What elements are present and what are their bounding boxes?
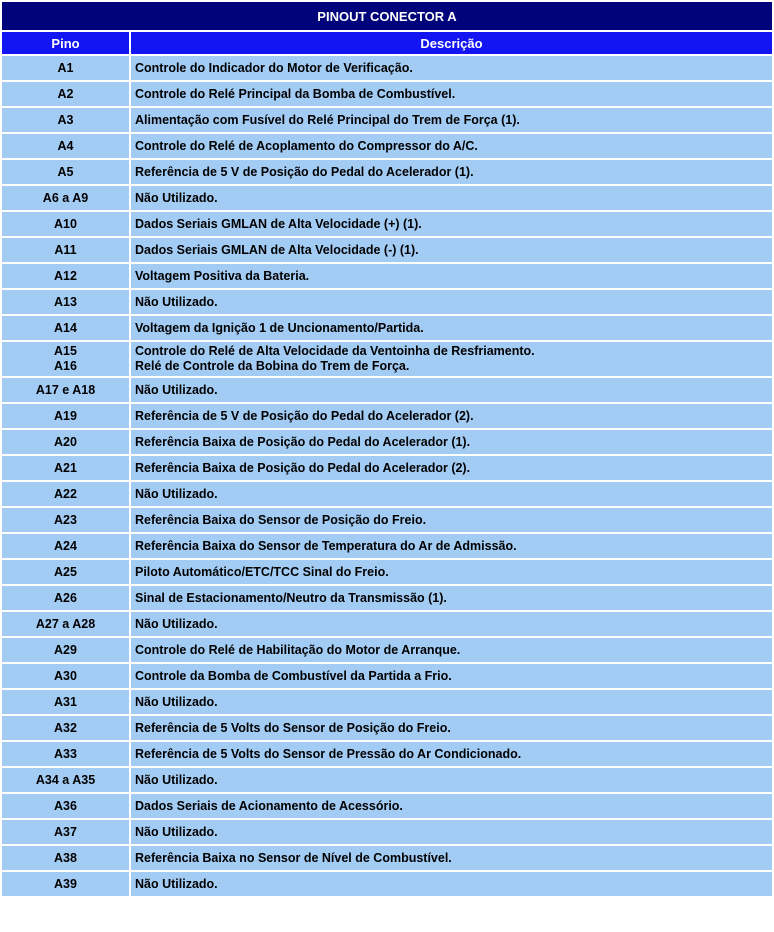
- table-row: [2, 186, 772, 210]
- description-cell: Controle do Relé de Acoplamento do Compressor do A/C.: [131, 134, 772, 158]
- table-row: [2, 690, 772, 714]
- description-cell: Referência de 5 Volts do Sensor de Pressão do Ar Condicionado.: [131, 742, 772, 766]
- description-text: Controle do Relé de Alta Velocidade da Ventoinha de Resfriamento.: [135, 344, 535, 358]
- pin-cell: A32: [2, 716, 129, 740]
- table-row: [2, 160, 772, 184]
- description-cell: Piloto Automático/ETC/TCC Sinal do Freio.: [131, 560, 772, 584]
- pin-cell: A29: [2, 638, 129, 662]
- pin-cell: A13: [2, 290, 129, 314]
- table-row: [2, 134, 772, 158]
- pin-cell: A22: [2, 482, 129, 506]
- pin-label: A15: [54, 344, 77, 358]
- description-cell: Não Utilizado.: [131, 768, 772, 792]
- pin-cell: A14: [2, 316, 129, 340]
- table-row: [2, 586, 772, 610]
- pin-cell: A38: [2, 846, 129, 870]
- pin-cell: A31: [2, 690, 129, 714]
- description-cell: Sinal de Estacionamento/Neutro da Transmissão (1).: [131, 586, 772, 610]
- description-cell: Referência Baixa no Sensor de Nível de Combustível.: [131, 846, 772, 870]
- description-cell: [131, 342, 772, 376]
- title-row: [2, 2, 772, 30]
- table-row: [2, 290, 772, 314]
- pin-cell: A17 e A18: [2, 378, 129, 402]
- description-cell: Não Utilizado.: [131, 690, 772, 714]
- pin-cell: A12: [2, 264, 129, 288]
- table-body: [2, 56, 772, 896]
- description-cell: Controle do Relé Principal da Bomba de Combustível.: [131, 82, 772, 106]
- description-cell: Não Utilizado.: [131, 482, 772, 506]
- description-cell: Não Utilizado.: [131, 290, 772, 314]
- pin-cell: A20: [2, 430, 129, 454]
- table-row: [2, 794, 772, 818]
- pin-cell: A10: [2, 212, 129, 236]
- pin-cell: A34 a A35: [2, 768, 129, 792]
- description-cell: Controle do Relé de Habilitação do Motor de Arranque.: [131, 638, 772, 662]
- table-row: [2, 456, 772, 480]
- pin-cell: A21: [2, 456, 129, 480]
- description-text: Relé de Controle da Bobina do Trem de Força.: [135, 359, 410, 373]
- table-row: [2, 342, 772, 376]
- pin-cell: [2, 342, 129, 376]
- pin-cell: A6 a A9: [2, 186, 129, 210]
- description-cell: Não Utilizado.: [131, 612, 772, 636]
- description-cell: Não Utilizado.: [131, 872, 772, 896]
- table-row: [2, 238, 772, 262]
- table-row: [2, 534, 772, 558]
- pin-cell: A1: [2, 56, 129, 80]
- table-row: [2, 846, 772, 870]
- table-row: [2, 316, 772, 340]
- pin-label: A16: [54, 359, 77, 373]
- table-row: [2, 872, 772, 896]
- pin-cell: A37: [2, 820, 129, 844]
- pin-cell: A2: [2, 82, 129, 106]
- pin-cell: A25: [2, 560, 129, 584]
- description-cell: Não Utilizado.: [131, 378, 772, 402]
- description-cell: Alimentação com Fusível do Relé Principal do Trem de Força (1).: [131, 108, 772, 132]
- table-row: [2, 56, 772, 80]
- description-cell: Referência de 5 V de Posição do Pedal do Acelerador (2).: [131, 404, 772, 428]
- table-row: [2, 742, 772, 766]
- table-row: [2, 664, 772, 688]
- description-cell: Referência de 5 Volts do Sensor de Posição do Freio.: [131, 716, 772, 740]
- description-cell: Referência Baixa de Posição do Pedal do Acelerador (2).: [131, 456, 772, 480]
- pin-cell: A24: [2, 534, 129, 558]
- table-row: [2, 212, 772, 236]
- pin-cell: A5: [2, 160, 129, 184]
- description-cell: Não Utilizado.: [131, 820, 772, 844]
- table-title: PINOUT CONECTOR A: [2, 2, 772, 30]
- description-cell: Dados Seriais GMLAN de Alta Velocidade (-) (1).: [131, 238, 772, 262]
- table-row: [2, 82, 772, 106]
- table-row: [2, 768, 772, 792]
- description-column-header: Descrição: [131, 32, 772, 54]
- pin-cell: A26: [2, 586, 129, 610]
- pin-cell: A19: [2, 404, 129, 428]
- pin-cell: A27 a A28: [2, 612, 129, 636]
- pin-cell: A4: [2, 134, 129, 158]
- description-cell: Referência Baixa de Posição do Pedal do Acelerador (1).: [131, 430, 772, 454]
- table-row: [2, 716, 772, 740]
- description-cell: Não Utilizado.: [131, 186, 772, 210]
- pin-cell: A36: [2, 794, 129, 818]
- pin-cell: A3: [2, 108, 129, 132]
- table-row: [2, 560, 772, 584]
- pin-cell: A11: [2, 238, 129, 262]
- table-row: [2, 638, 772, 662]
- description-cell: Referência de 5 V de Posição do Pedal do Acelerador (1).: [131, 160, 772, 184]
- description-cell: Controle da Bomba de Combustível da Partida a Frio.: [131, 664, 772, 688]
- description-cell: Dados Seriais de Acionamento de Acessório.: [131, 794, 772, 818]
- table-row: [2, 108, 772, 132]
- pin-column-header: Pino: [2, 32, 129, 54]
- header-row: [2, 32, 772, 54]
- table-row: [2, 612, 772, 636]
- description-cell: Referência Baixa do Sensor de Temperatura do Ar de Admissão.: [131, 534, 772, 558]
- description-cell: Voltagem da Ignição 1 de Uncionamento/Partida.: [131, 316, 772, 340]
- pin-cell: A39: [2, 872, 129, 896]
- table-row: [2, 508, 772, 532]
- description-cell: Referência Baixa do Sensor de Posição do Freio.: [131, 508, 772, 532]
- description-cell: Voltagem Positiva da Bateria.: [131, 264, 772, 288]
- table-row: [2, 264, 772, 288]
- table-row: [2, 820, 772, 844]
- pin-cell: A30: [2, 664, 129, 688]
- table-row: [2, 430, 772, 454]
- table-row: [2, 482, 772, 506]
- table-row: [2, 378, 772, 402]
- description-cell: Dados Seriais GMLAN de Alta Velocidade (+) (1).: [131, 212, 772, 236]
- description-cell: Controle do Indicador do Motor de Verificação.: [131, 56, 772, 80]
- pin-cell: A33: [2, 742, 129, 766]
- table-row: [2, 404, 772, 428]
- pin-cell: A23: [2, 508, 129, 532]
